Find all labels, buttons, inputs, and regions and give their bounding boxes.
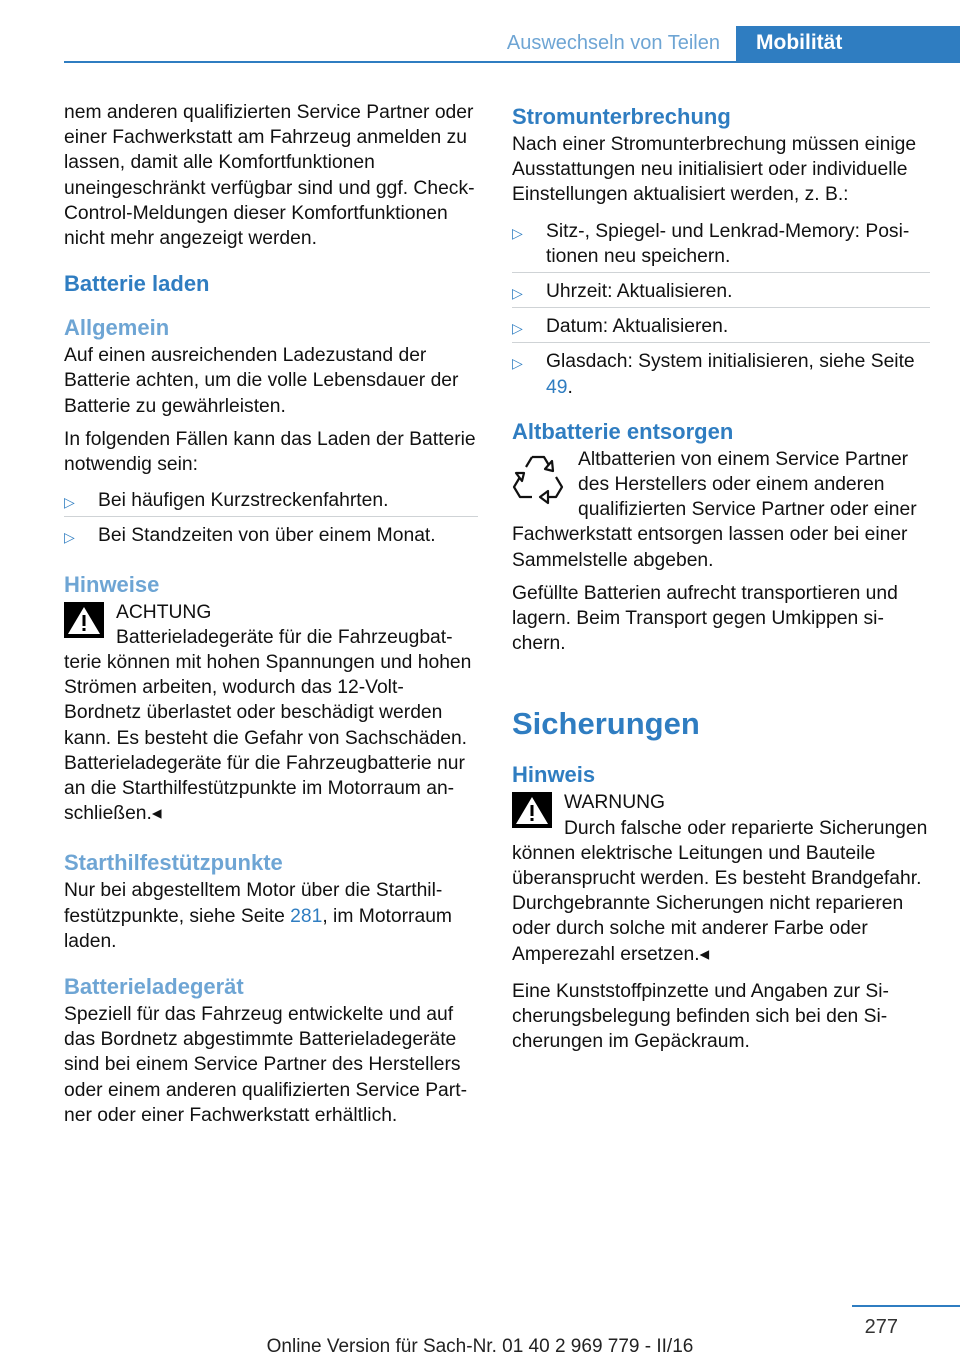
triangle-bullet-icon: ▷ <box>64 494 75 511</box>
heading-allgemein: Allgemein <box>64 315 170 341</box>
heading-hinweise: Hinweise <box>64 571 160 597</box>
left-column <box>64 100 478 1136</box>
triangle-bullet-icon: ▷ <box>512 320 523 337</box>
heading-sicherungen: Sicherungen <box>512 706 700 742</box>
heading-altbatterie: Altbatterie entsorgen <box>512 418 734 444</box>
strom-paragraph: Nach einer Stromunterbrechung müssen einige Ausstattungen neu initialisiert oder individuelle Einstellungen aktualisiert werden, z. B.: <box>512 134 917 206</box>
page-link-49[interactable]: 49 <box>546 376 568 398</box>
footer-version-text: Online Version für Sach-Nr. 01 40 2 969 779 - II/16 <box>266 1336 694 1357</box>
header-section-title: Auswechseln von Teilen <box>506 32 720 54</box>
triangle-bullet-icon: ▷ <box>512 355 523 372</box>
heading-batterieladegeraet: Batterieladegerät <box>64 974 244 1000</box>
list-item: ▷ Bei häufigen Kurzstreckenfahrten. <box>64 485 478 517</box>
warning-title: ACHTUNG <box>116 601 212 623</box>
warning-text: Durch falsche oder reparierte Sicherungen können elektrische Leitungen und Bauteile überansprucht werden. Es besteht Brandgefahr. Durchgebrannte Sicherungen nicht reparieren oder durch solche mit anderer Farbe oder Amperezahl ersetzen.◂ <box>512 817 928 965</box>
heading-stromunterbrechung: Stromunterbrechung <box>512 104 731 129</box>
triangle-bullet-icon: ▷ <box>64 529 75 546</box>
warning-text: Batterieladegeräte für die Fahrzeugbatterie können mit hohen Spannungen und hohen Strömen arbeiten, wodurch das 12-Volt-Bordnetz überlastet oder beschädigt werden kann. Es besteht die Gefahr von Sachschäden. Batterieladegeräte für die Fahrzeugbatterie nur an die Starthilfestützpunkte im Motorraum anschließen.◂ <box>64 626 472 825</box>
footer-rule <box>852 1305 960 1307</box>
intro-paragraph: nem anderen qualifizierten Service Partner oder einer Fachwerkstatt am Fahrzeug anmelden zu lassen, damit alle Komfortfunktionen uneingeschränkt verfügbar sind und ggf. Check-Control-Meldungen dieser Komfortfunktionen nicht mehr angezeigt werden. <box>64 102 475 250</box>
starthilfe-paragraph: Nur bei abgestelltem Motor über die Starthilfestützpunkte, siehe Seite 281, im Motorraum laden. <box>64 880 452 952</box>
header-chapter-tab[interactable]: Mobilität <box>736 26 960 62</box>
warning-triangle-icon <box>64 602 104 638</box>
heading-hinweis: Hinweis <box>512 762 596 788</box>
sicherungen-paragraph: Eine Kunststoffpinzette und Angaben zur Sicherungsbelegung befinden sich bei den Sicherungen im Gepäckraum. <box>512 980 889 1053</box>
list-item: ▷ Datum: Aktualisieren. <box>512 311 930 343</box>
allgemein-paragraph-1: Auf einen ausreichenden Ladezustand der Batterie achten, um die volle Lebensdauer der Batterie zu gewährleisten. <box>64 345 459 417</box>
list-item: ▷ Sitz-, Spiegel- und Lenkrad-Memory: Positionen neu speichern. <box>512 216 930 273</box>
triangle-bullet-icon: ▷ <box>512 224 523 241</box>
list-item: ▷ Uhrzeit: Aktualisieren. <box>512 276 930 308</box>
recycle-icon <box>512 449 564 505</box>
altbatterie-paragraph-1: Altbatterien von einem Service Partner des Herstellers oder einem anderen qualifizierten Service Partner oder einer Fachwerkstatt entsorgen lassen oder bei einer Sammelstelle abgeben. <box>512 448 917 571</box>
ladegeraet-paragraph: Speziell für das Fahrzeug entwickelte und auf das Bordnetz abgestimmte Batterieladegeräte sind bei einem Service Partner des Herstellers oder einem anderen qualifizierten Service Partner oder einer Fachwerkstatt erhältlich. <box>64 1004 467 1126</box>
page-link-281[interactable]: 281 <box>290 905 323 927</box>
right-column <box>512 100 930 1062</box>
list-item: ▷ Bei Standzeiten von über einem Monat. <box>64 520 478 551</box>
warning-block-warnung <box>512 790 930 966</box>
list-item: ▷ Glasdach: System initialisieren, siehe Seite 49. <box>512 351 915 398</box>
recycle-block <box>512 447 930 573</box>
warning-title: WARNUNG <box>564 792 666 814</box>
heading-starthilfe: Starthilfestützpunkte <box>64 850 283 876</box>
warning-triangle-icon <box>512 792 552 828</box>
header-rule <box>64 61 960 63</box>
allgemein-paragraph-2: In folgenden Fällen kann das Laden der Batterie notwendig sein: <box>64 428 476 476</box>
page-number: 277 <box>864 1316 898 1338</box>
warning-block-achtung <box>64 600 478 827</box>
charging-cases-list <box>64 485 478 551</box>
altbatterie-paragraph-2: Gefüllte Batterien aufrecht transportieren und lagern. Beim Transport gegen Umkippen sichern. <box>512 582 898 655</box>
triangle-bullet-icon: ▷ <box>512 285 523 302</box>
heading-batterie-laden: Batterie laden <box>64 271 210 297</box>
reset-items-list <box>512 216 930 403</box>
